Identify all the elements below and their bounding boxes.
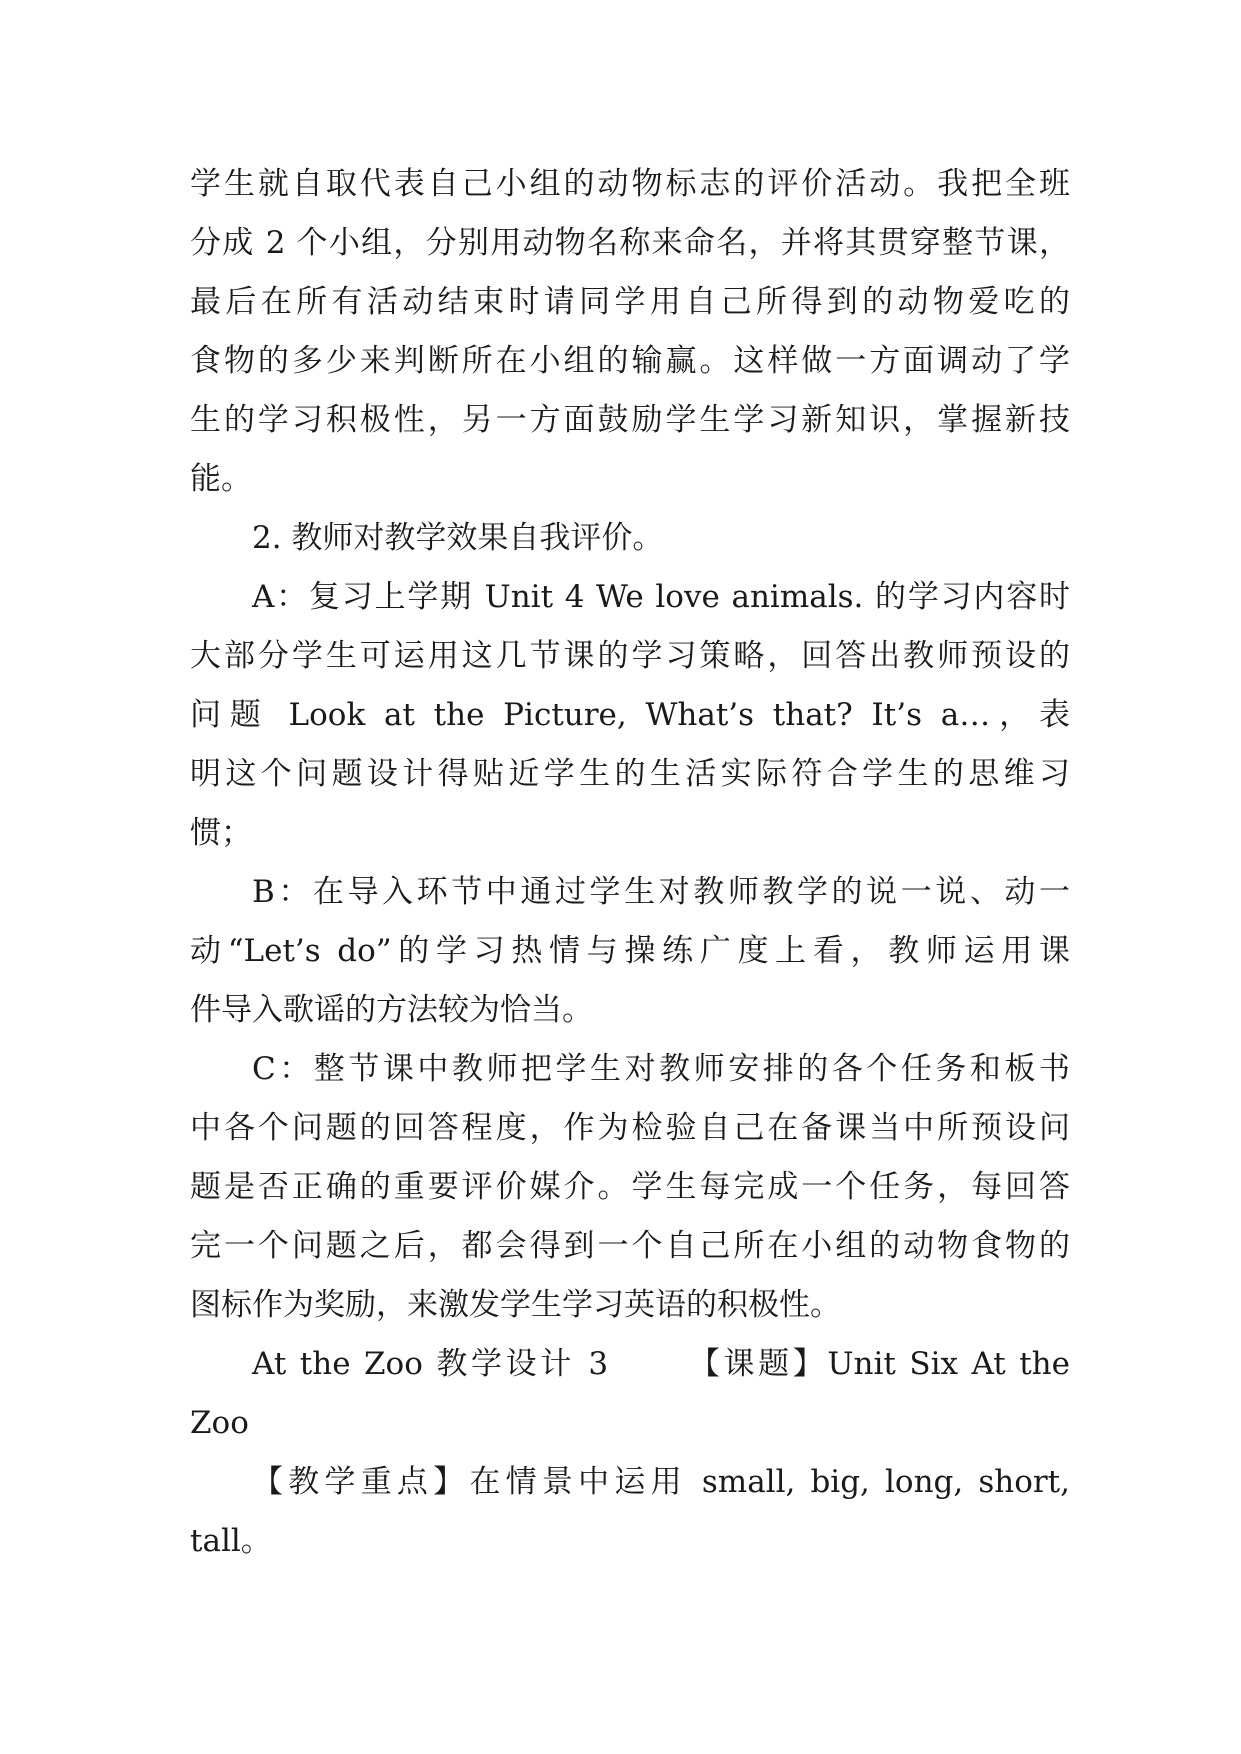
text-line: 问题 Look at the Picture, What’s that? It’s a…，表 xyxy=(190,697,1070,733)
text-line: 件导入歌谣的方法较为恰当。 xyxy=(190,992,593,1028)
text-line: B：在导入环节中通过学生对教师教学的说一说、动一 xyxy=(252,874,1070,910)
section-heading: 2. 教师对教学效果自我评价。 xyxy=(252,520,664,556)
text-line: 大部分学生可运用这几节课的学习策略，回答出教师预设的 xyxy=(190,638,1070,674)
text-line: 明这个问题设计得贴近学生的生活实际符合学生的思维习 xyxy=(190,756,1070,792)
text-line: 【教学重点】在情景中运用 small, big, long, short, xyxy=(252,1464,1070,1500)
text-line: 完一个问题之后，都会得到一个自己所在小组的动物食物的 xyxy=(190,1228,1070,1264)
text-line: 学生就自取代表自己小组的动物标志的评价活动。我把全班 xyxy=(190,166,1070,202)
text-line: 惯； xyxy=(190,815,252,851)
text-line: 题是否正确的重要评价媒介。学生每完成一个任务，每回答 xyxy=(190,1169,1070,1205)
text-line: 中各个问题的回答程度，作为检验自己在备课当中所预设问 xyxy=(190,1110,1070,1146)
text-line: Zoo xyxy=(190,1405,249,1441)
text-line: 分成 2 个小组，分别用动物名称来命名，并将其贯穿整节课， xyxy=(190,225,1070,261)
text-line: A：复习上学期 Unit 4 We love animals. 的学习内容时 xyxy=(252,579,1070,615)
text-line: 动“Let’s do”的学习热情与操练广度上看，教师运用课 xyxy=(190,933,1070,969)
text-line: 生的学习积极性，另一方面鼓励学生学习新知识，掌握新技 xyxy=(190,402,1070,438)
text-line: At the Zoo 教学设计 3 【课题】Unit Six At the xyxy=(252,1346,1070,1382)
text-line: 图标作为奖励，来激发学生学习英语的积极性。 xyxy=(190,1287,841,1323)
text-line: 食物的多少来判断所在小组的输赢。这样做一方面调动了学 xyxy=(190,343,1070,379)
text-line: C：整节课中教师把学生对教师安排的各个任务和板书 xyxy=(252,1051,1070,1087)
text-line: 最后在所有活动结束时请同学用自己所得到的动物爱吃的 xyxy=(190,284,1070,320)
text-line: tall。 xyxy=(190,1523,272,1559)
text-line: 能。 xyxy=(190,461,252,497)
